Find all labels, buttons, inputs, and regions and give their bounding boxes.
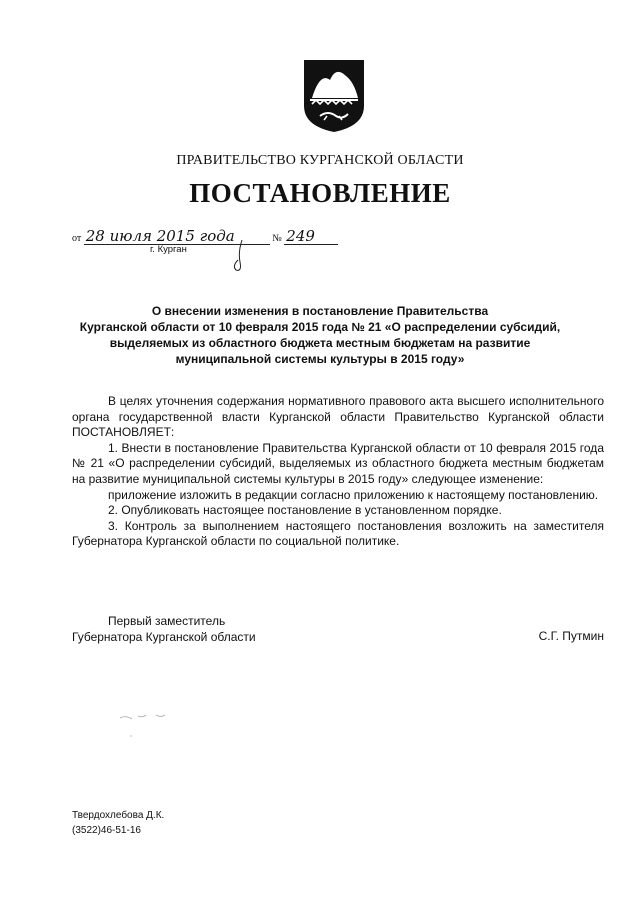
organization-name: ПРАВИТЕЛЬСТВО КУРГАНСКОЙ ОБЛАСТИ: [176, 153, 464, 168]
document-body: [72, 394, 604, 550]
city: г. Курган: [150, 244, 187, 255]
date-label: от: [72, 233, 82, 244]
signer-name: С.Г. Путмин: [538, 629, 604, 643]
coat-of-arms-icon: [302, 58, 366, 134]
document-type: ПОСТАНОВЛЕНИЕ: [189, 178, 451, 208]
body-paragraph: 1. Внести в постановление Правительства Курганской области от 10 февраля 2015 года № 21 «О распределении субсидий, выделяемых из областного бюджета местным бюджетам на развитие муниципальной системы культуры в 2015 году» следующее изменение:: [72, 440, 604, 486]
executor-name: Твердохлебова Д.К.: [72, 810, 165, 821]
handwritten-number: 249: [284, 228, 338, 245]
body-paragraph: приложение изложить в редакции согласно приложению к настоящему постановлению.: [108, 487, 599, 502]
signer-position-line: Губернатора Курганской области: [72, 630, 256, 644]
date-line: [72, 228, 338, 245]
document-title: [60, 303, 580, 367]
title-line: О внесении изменения в постановление Правительства: [151, 304, 489, 318]
executor-phone: (3522)46-51-16: [72, 825, 141, 836]
body-paragraph: 2. Опубликовать настоящее постановление в установленном порядке.: [108, 503, 502, 518]
number-label: №: [272, 233, 282, 244]
signer-position-line: Первый заместитель: [108, 614, 226, 628]
title-line: выделяемых из областного бюджета местным бюджетам на развитие: [109, 336, 531, 350]
handwritten-mark-icon: [228, 238, 258, 274]
body-paragraph: В целях уточнения содержания нормативного правового акта высшего исполнительного органа государственной власти Курганской области Правительство Курганской области ПОСТАНОВЛЯЕТ:: [72, 394, 604, 440]
signer-position: [72, 613, 256, 645]
body-paragraph: 3. Контроль за выполнением настоящего постановления возложить на заместителя Губернатора Курганской области по социальной политике.: [72, 518, 604, 549]
faint-scribble-icon: [116, 712, 186, 742]
handwritten-date: 28 июля 2015 года: [84, 228, 270, 245]
title-line: Курганской области от 10 февраля 2015 года № 21 «О распределении субсидий,: [79, 320, 561, 334]
contact-info: [72, 808, 164, 838]
title-line: муниципальной системы культуры в 2015 году»: [175, 352, 465, 366]
